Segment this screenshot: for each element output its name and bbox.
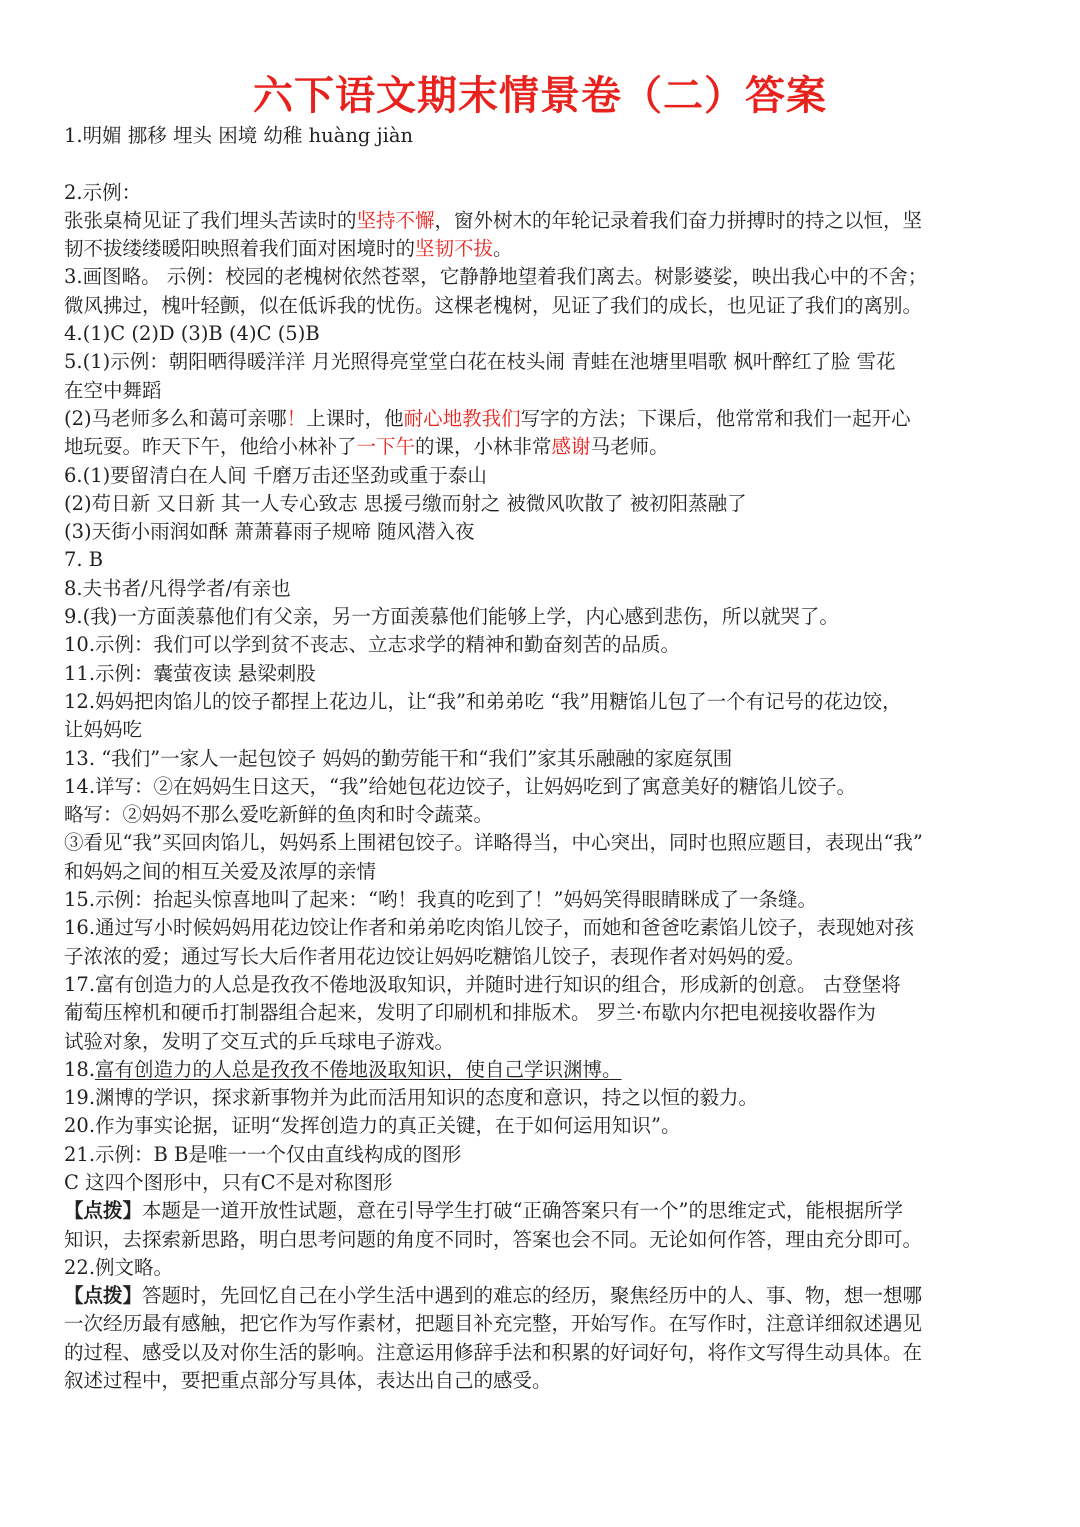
- answer-line: [64, 1141, 1024, 1169]
- answer-line: [64, 518, 1024, 546]
- line-text: 。: [493, 237, 513, 261]
- line-text: 张张桌椅见证了我们埋头苦读时的: [64, 208, 357, 232]
- highlighted-text: 一下午: [356, 435, 416, 459]
- answer-line: [64, 1028, 1024, 1056]
- answer-line: [64, 377, 1024, 405]
- answer-line: [64, 716, 1024, 744]
- line-text: 15.示例：抬起头惊喜地叫了起来：“哟！我真的吃到了！”妈妈笑得眼睛眯成了一条缝。: [64, 888, 817, 912]
- answer-line: [64, 1056, 1024, 1084]
- blank-line: [64, 150, 1024, 178]
- answer-line: [64, 1197, 1024, 1225]
- line-text: 2.示例：: [64, 180, 142, 204]
- line-text: 22.例文略。: [64, 1255, 174, 1279]
- answer-line: [64, 462, 1024, 490]
- answer-line: [64, 292, 1024, 320]
- answer-line: [64, 575, 1024, 603]
- line-text: 13. “我们”一家人一起包饺子 妈妈的勤劳能干和“我们”家其乐融融的家庭氛围: [64, 746, 733, 770]
- line-text: C 这四个图形中，只有C不是对称图形: [64, 1170, 393, 1194]
- line-text: 9.(我)一方面羡慕他们有父亲，另一方面羡慕他们能够上学，内心感到悲伤，所以就哭了。: [64, 605, 839, 629]
- line-text: 4.(1)C (2)D (3)B (4)C (5)B: [64, 322, 320, 346]
- line-text: 6.(1)要留清白在人间 千磨万击还坚劲或重于泰山: [64, 463, 487, 487]
- underlined-text: 富有创造力的人总是孜孜不倦地汲取知识，使自己学识渊博。: [95, 1057, 622, 1081]
- answer-line: [64, 320, 1024, 348]
- answer-line: [64, 405, 1024, 433]
- line-text: 本题是一道开放性试题，意在引导学生打破“正确答案只有一个”的思维定式，能根据所学: [142, 1199, 903, 1223]
- answer-line: [64, 631, 1024, 659]
- answer-line: [64, 745, 1024, 773]
- line-text: 知识，去探索新思路，明白思考问题的角度不同时，答案也会不同。无论如何作答，理由充分即可。: [64, 1227, 923, 1251]
- line-text: 微风拂过，槐叶轻颤，似在低诉我的忧伤。这棵老槐树，见证了我们的成长，也见证了我们的离别。: [64, 293, 923, 317]
- answer-line: [64, 1339, 1024, 1367]
- line-text: 19.渊博的学识，探求新事物并为此而活用知识的态度和意识，持之以恒的毅力。: [64, 1086, 759, 1110]
- answer-line: [64, 914, 1024, 942]
- line-text: 韧不拔缕缕暖阳映照着我们面对困境时的: [64, 237, 416, 261]
- answer-line: [64, 943, 1024, 971]
- line-text: 14.详写：②在妈妈生日这天，“我”给她包花边饺子，让妈妈吃到了寓意美好的糖馅儿饺子。: [64, 774, 856, 798]
- document-title: 六下语文期末情景卷（二）答案: [253, 73, 827, 119]
- line-text: 叙述过程中，要把重点部分写具体，表达出自己的感受。: [64, 1369, 552, 1393]
- line-text: 葡萄压榨机和硬币打制器组合起来，发明了印刷机和排版术。 罗兰·布歇内尔把电视接收器作为: [64, 1001, 876, 1025]
- answer-line: [64, 688, 1024, 716]
- line-text: 16.通过写小时候妈妈用花边饺让作者和弟弟吃肉馅儿饺子，而她和爸爸吃素馅儿饺子，表现她对孩: [64, 916, 915, 940]
- answer-line: [64, 122, 1024, 150]
- answer-line: [64, 348, 1024, 376]
- answer-line: [64, 433, 1024, 461]
- line-text: (2)苟日新 又日新 其一人专心致志 思援弓缴而射之 被微风吹散了 被初阳蒸融了: [64, 491, 747, 515]
- answer-line: [64, 235, 1024, 263]
- answer-line: [64, 858, 1024, 886]
- answer-line: [64, 829, 1024, 857]
- line-text: 7. B: [64, 548, 104, 572]
- highlighted-text: 坚持不懈: [356, 208, 435, 232]
- line-text: 20.作为事实论据，证明“发挥创造力的真正关键，在于如何运用知识”。: [64, 1114, 681, 1138]
- line-text: 1.明媚 挪移 埋头 困境 幼稚 huàng jiàn: [64, 124, 414, 147]
- line-text: ③看见“我”买回肉馅儿，妈妈系上围裙包饺子。详略得当，中心突出，同时也照应题目，表现出“我”: [64, 831, 923, 855]
- line-text: 答题时，先回忆自己在小学生活中遇到的难忘的经历，聚焦经历中的人、事、物，想一想哪: [142, 1284, 923, 1308]
- line-text: 一次经历最有感触，把它作为写作素材，把题目补充完整，开始写作。在写作时，注意详细叙述遇见: [64, 1312, 923, 1336]
- line-text: 5.(1)示例：朝阳晒得暖洋洋 月光照得亮堂堂白花在枝头闹 青蛙在池塘里唱歌 枫叶醉红了脸 雪花: [64, 350, 896, 374]
- line-text: 11.示例：囊萤夜读 悬梁刺股: [64, 661, 316, 685]
- answer-line: [64, 1254, 1024, 1282]
- line-text: 21.示例：B B是唯一一个仅由直线构成的图形: [64, 1142, 462, 1166]
- answer-content: [64, 122, 1024, 1395]
- line-text: 地玩耍。昨天下午，他给小林补了: [64, 435, 357, 459]
- answer-line: [64, 1169, 1024, 1197]
- answer-line: [64, 263, 1024, 291]
- line-text: 上课时，他: [306, 406, 404, 430]
- answer-line: [64, 546, 1024, 574]
- answer-line: [64, 1084, 1024, 1112]
- hint-label: 【点拨】: [64, 1199, 143, 1223]
- answer-line: [64, 1282, 1024, 1310]
- answer-line: [64, 1310, 1024, 1338]
- line-text: 和妈妈之间的相互关爱及浓厚的亲情: [64, 859, 377, 883]
- line-text: (2)马老师多么和蔼可亲哪: [64, 406, 287, 430]
- line-text: 的课，小林非常: [415, 435, 552, 459]
- line-text: ，窗外树木的年轮记录着我们奋力拼搏时的持之以恒，坚: [434, 208, 923, 232]
- line-text: 在空中舞蹈: [64, 378, 162, 402]
- answer-line: [64, 886, 1024, 914]
- line-text: 3.画图略。 示例：校园的老槐树依然苍翠，它静静地望着我们离去。树影婆娑，映出我心中的不舍；: [64, 265, 928, 289]
- highlighted-text: 坚韧不拔: [415, 237, 494, 261]
- highlighted-text: 感谢: [551, 435, 591, 459]
- answer-line: [64, 999, 1024, 1027]
- answer-line: [64, 801, 1024, 829]
- line-text: 马老师。: [590, 435, 669, 459]
- highlighted-text: ！: [286, 406, 307, 430]
- line-text: 让妈妈吃: [64, 718, 143, 742]
- answer-line: [64, 603, 1024, 631]
- line-text: 17.富有创造力的人总是孜孜不倦地汲取知识，并随时进行知识的组合，形成新的创意。 古登堡将: [64, 972, 901, 996]
- answer-line: [64, 1112, 1024, 1140]
- line-text: 的过程、感受以及对你生活的影响。注意运用修辞手法和积累的好词好句，将作文写得生动具体。在: [64, 1340, 923, 1364]
- line-text: 略写：②妈妈不那么爱吃新鲜的鱼肉和时令蔬菜。: [64, 803, 494, 827]
- answer-line: [64, 490, 1024, 518]
- answer-line: [64, 179, 1024, 207]
- line-text: 8.夫书者/凡得学者/有亲也: [64, 576, 291, 600]
- answer-line: [64, 207, 1024, 235]
- highlighted-text: 耐心地教我们: [403, 406, 521, 430]
- line-text: (3)天街小雨润如酥 萧萧暮雨子规啼 随风潜入夜: [64, 520, 475, 544]
- line-text: 试验对象，发明了交互式的乒乓球电子游戏。: [64, 1029, 455, 1053]
- line-text: 18.: [64, 1057, 96, 1081]
- line-text: 写字的方法；下课后，他常常和我们一起开心: [520, 406, 911, 430]
- hint-label: 【点拨】: [64, 1284, 143, 1308]
- answer-line: [64, 660, 1024, 688]
- answer-line: [64, 1226, 1024, 1254]
- answer-line: [64, 971, 1024, 999]
- line-text: 子浓浓的爱；通过写长大后作者用花边饺让妈妈吃糖馅儿饺子，表现作者对妈妈的爱。: [64, 944, 806, 968]
- line-text: 12.妈妈把肉馅儿的饺子都捏上花边儿，让“我”和弟弟吃 “我”用糖馅儿包了一个有记号的花边饺，: [64, 689, 902, 713]
- line-text: 10.示例：我们可以学到贫不丧志、立志求学的精神和勤奋刻苦的品质。: [64, 633, 681, 657]
- answer-line: [64, 1367, 1024, 1395]
- answer-line: [64, 773, 1024, 801]
